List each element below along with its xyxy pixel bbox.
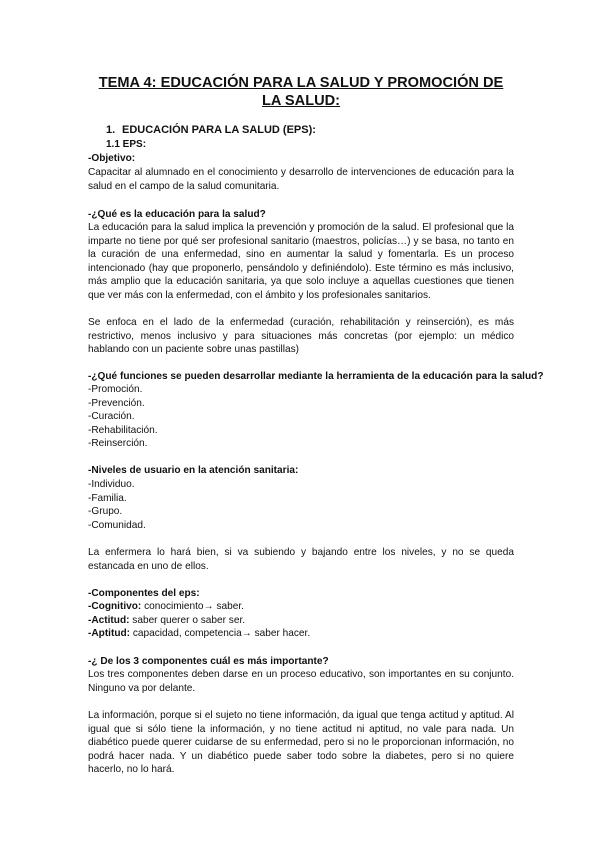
section-label: EDUCACIÓN PARA LA SALUD (EPS): — [122, 124, 316, 136]
aptitud-text: capacidad, competencia→ saber hacer. — [130, 628, 311, 639]
list-item: -Rehabilitación. — [88, 425, 158, 436]
que-es-paragraph: La educación para la salud implica la prevención y promoción de la salud. El profesional que la imparte no tiene por qué ser profesional sanitario (maestros, policías…) y se basa, no tanto en la curación de una enfermedad, sino en aumentar la salud y fomentarla. Es un proceso intencionado (hay que proponerlo, pensándolo y definiéndolo). Este término es más inclusivo, más amplio que la educación sanitaria, ya que solo incluye a aquellas cuestiones que tienen que ver más con la enfermedad, con el ámbito y los profesionales sanitarios. — [88, 222, 514, 301]
importante-paragraph-2: La información, porque si el sujeto no tiene información, da igual que tenga actitud y aptitud. Al igual que si sólo tiene la información, y no tiene actitud ni aptitud, no vale para nada. Un diabético puede querer cuidarse de su enfermedad, pero si no le proporcionan información, no podrá hacer nada. Y un diabético puede saber todo sobre la diabetes, pero si no quiere hacerlo, no lo hará. — [88, 710, 514, 776]
list-item: -Reinserción. — [88, 438, 148, 449]
list-item: -Individuo. — [88, 479, 135, 490]
subsection-heading: 1.1 EPS: — [106, 139, 147, 150]
aptitud-label: -Aptitud: — [88, 628, 131, 639]
cognitivo-label: -Cognitivo: — [88, 601, 142, 612]
list-item: -Grupo. — [88, 506, 123, 517]
componente-cognitivo — [88, 600, 244, 614]
list-item: -Comunidad. — [88, 520, 146, 531]
actitud-label: -Actitud: — [88, 615, 130, 626]
funciones-heading: -¿Qué funciones se pueden desarrollar mediante la herramienta de la educación para la salud? — [88, 371, 544, 382]
componente-actitud — [88, 614, 245, 628]
que-es-paragraph-2: Se enfoca en el lado de la enfermedad (curación, rehabilitación y reinserción), es más restrictivo, menos inclusivo y para situaciones más concretas (por ejemplo: un médico hablando con un paciente sobre unas pastillas) — [88, 317, 514, 356]
section-heading — [106, 124, 316, 136]
section-number: 1. — [106, 124, 116, 136]
importante-paragraph: Los tres componentes deben darse en un proceso educativo, son importantes en su conjunto. Ninguno va por delante. — [88, 669, 514, 694]
actitud-text: saber querer o saber ser. — [129, 615, 246, 626]
niveles-paragraph: La enfermera lo hará bien, si va subiendo y bajando entre los niveles, y no se queda estancada en uno de ellos. — [88, 547, 514, 572]
componentes-heading: -Componentes del eps: — [88, 588, 200, 599]
importante-heading: -¿ De los 3 componentes cuál es más importante? — [88, 656, 329, 667]
list-item: -Prevención. — [88, 398, 145, 409]
cognitivo-text: conocimiento→ saber. — [141, 601, 244, 612]
page-title: TEMA 4: EDUCACIÓN PARA LA SALUD Y PROMOCIÓN DE LA SALUD: — [98, 75, 504, 109]
objetivo-heading: -Objetivo: — [88, 153, 136, 164]
list-item: -Promoción. — [88, 384, 143, 395]
list-item: -Curación. — [88, 411, 135, 422]
list-item: -Familia. — [88, 493, 127, 504]
niveles-heading: -Niveles de usuario en la atención sanitaria: — [88, 465, 299, 476]
componente-aptitud — [88, 627, 310, 641]
objetivo-paragraph: Capacitar al alumnado en el conocimiento y desarrollo de intervenciones de educación para la salud en el campo de la salud comunitaria. — [88, 167, 514, 192]
que-es-heading: -¿Qué es la educación para la salud? — [88, 209, 266, 220]
